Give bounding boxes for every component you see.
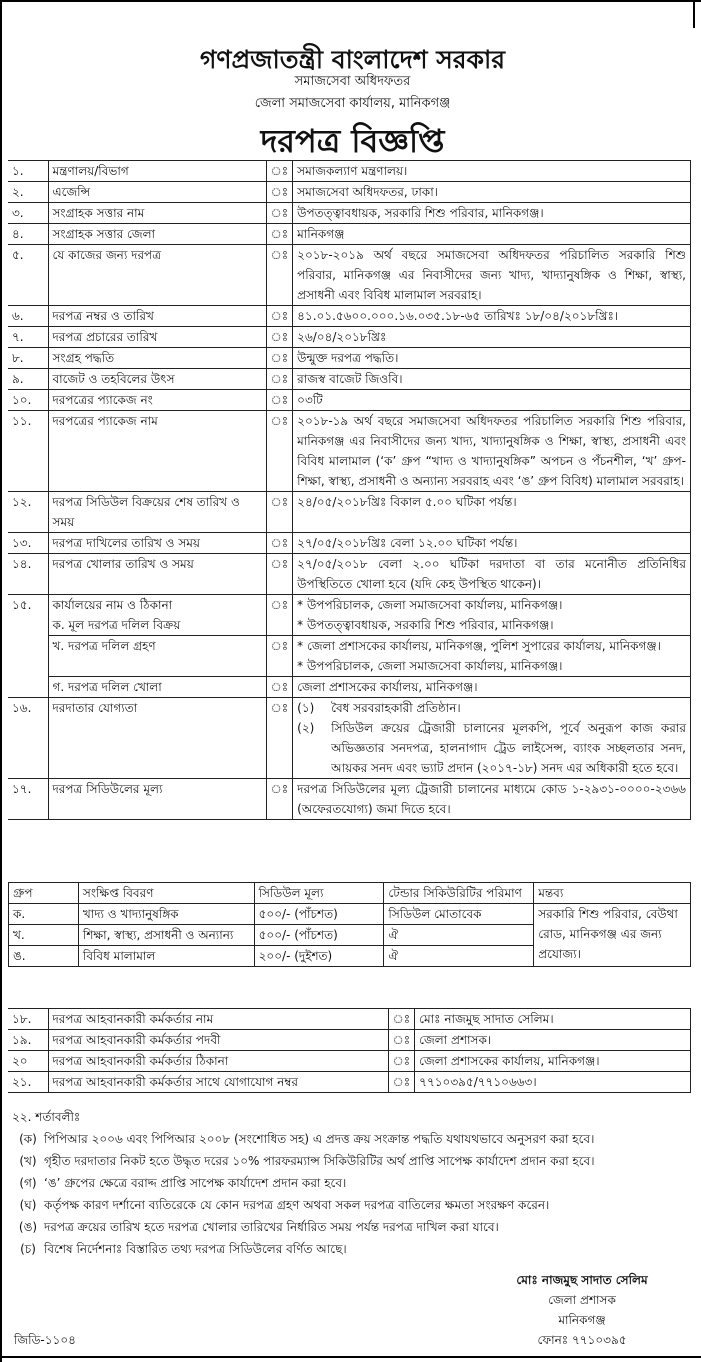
- table-row: [8, 595, 691, 636]
- term-label: (ঘ): [19, 1198, 37, 1212]
- row-label: দরপত্র নম্বর ও তারিখ: [48, 306, 266, 327]
- row-number: ৩.: [8, 203, 48, 224]
- row-label: [48, 595, 266, 636]
- row-label: দরপত্র আহবানকারী কর্মকর্তার ঠিকানা: [48, 1051, 388, 1072]
- colon-separator: ঃ: [266, 327, 293, 348]
- table-row: [8, 636, 691, 677]
- colon-separator: ঃ: [266, 698, 293, 779]
- row-label: সংগ্রহ পদ্ধতি: [48, 348, 266, 369]
- bottom-border: [2, 1356, 701, 1358]
- row-label: দরপত্র প্রচারের তারিখ: [48, 327, 266, 348]
- row-value: জেলা প্রশাসকের কার্যালয়, মানিকগঞ্জ।: [293, 677, 691, 698]
- row-number: ২০: [8, 1051, 48, 1072]
- colon-separator: ঃ: [266, 677, 293, 698]
- row-value: উন্মুক্ত দরপত্র পদ্ধতি।: [293, 348, 691, 369]
- row-label: বাজেট ও তহবিলের উৎস: [48, 369, 266, 390]
- schedule-price-cell: ২০০/- (দুইশত): [254, 946, 384, 967]
- table-row: [8, 1051, 691, 1072]
- table-row: [8, 1072, 691, 1093]
- row-number: ১৬.: [8, 698, 48, 779]
- table-row: [8, 348, 691, 369]
- row-number: ১৪.: [8, 554, 48, 595]
- signature-block: [482, 1270, 682, 1350]
- security-cell: ঐ: [384, 946, 534, 967]
- term-text: কর্তৃপক্ষ কারণ দর্শানো ব্যতিরেকে যে কোন দরপত্র গ্রহণ অথবা সকল দরপত্র বাতিলের ক্ষমতা সংরক্ষণ করেন।: [44, 1198, 550, 1212]
- row-number: ১৭.: [8, 779, 48, 820]
- signatory-designation: জেলা প্রশাসক: [548, 1293, 616, 1307]
- description-cell: শিক্ষা, স্বাস্থ্য, প্রসাধনী ও অন্যান্য: [78, 925, 254, 946]
- signatory-place: মানিকগঞ্জ: [558, 1313, 606, 1327]
- office-item: * উপপরিচালক, জেলা সমাজসেবা কার্যালয়, মানিকগঞ্জ।: [297, 598, 563, 612]
- colon-separator: ঃ: [266, 306, 293, 327]
- row-label: দরপত্র সিডিউল বিক্রয়ের শেষ তারিখ ও সময়: [48, 492, 266, 533]
- security-cell: ঐ: [384, 925, 534, 946]
- colon-separator: ঃ: [266, 533, 293, 554]
- row-label: সংগ্রাহক সত্তার নাম: [48, 203, 266, 224]
- row-value: ২৭/০৫/২০১৮খ্রিঃ বেলা ১২.০০ ঘটিকা পর্যন্ত।: [293, 533, 691, 554]
- table-row: [8, 677, 691, 698]
- row-label: দরপত্রের প্যাকেজ নং: [48, 390, 266, 411]
- tender-info-table: [8, 160, 691, 820]
- row-number: ৪.: [8, 224, 48, 245]
- row-label: সংগ্রাহক সত্তার জেলা: [48, 224, 266, 245]
- term-label: (গ): [19, 1176, 37, 1190]
- colon-separator: ঃ: [266, 182, 293, 203]
- row-number: ১৫.: [8, 595, 48, 698]
- colon-separator: ঃ: [266, 492, 293, 533]
- table-row: [8, 492, 691, 533]
- term-item: [12, 1150, 692, 1172]
- row-value: মোঃ নাজমুছ সাদাত সেলিম।: [415, 1009, 691, 1030]
- row-label: দরপত্রের প্যাকেজ নাম: [48, 411, 266, 492]
- table-row: [8, 1030, 691, 1051]
- department-name: সমাজসেবা অধিদফতর: [294, 74, 411, 89]
- table-row: [8, 369, 691, 390]
- row-value: [293, 636, 691, 677]
- term-label: (চ): [20, 1242, 36, 1256]
- row-label: দরপত্র আহবানকারী কর্মকর্তার নাম: [48, 1009, 388, 1030]
- schedule-price-cell: ৫০০/- (পাঁচশত): [254, 925, 384, 946]
- row-number: ১২.: [8, 492, 48, 533]
- term-text: দরপত্র ক্রয়ের তারিখ হতে দরপত্র খোলার তারিখের নির্ধারিত সময় পর্যন্ত দরপত্র দাখিল করা যাবে।: [44, 1220, 499, 1234]
- row-number: ৭.: [8, 327, 48, 348]
- row-value: ০৩টি: [293, 390, 691, 411]
- row-value: ২৭/০৫/২০১৮ বেলা ২.০০ ঘটিকা দরদাতা বা তার মনোনীত প্রতিনিধির উপস্থিতিতে খোলা হবে (যদি কেহ উপস্থিত থাকেন)।: [293, 554, 691, 595]
- term-label: (ক): [19, 1132, 37, 1146]
- qualification-item: [297, 698, 686, 718]
- term-text: গৃহীত দরদাতার নিকট হতে উদ্ধৃত দরের ১০% পারফরম্যান্স সিকিউরিটির অর্থ প্রাপ্তি সাপেক্ষ কার্যাদেশ প্রদান করা হবে।: [44, 1154, 595, 1168]
- government-title: গণপ্রজাতন্ত্রী বাংলাদেশ সরকার: [200, 45, 505, 74]
- office-item: * উপতত্ত্বাবধায়ক, সরকারি শিশু পরিবার, মানিকগঞ্জ।: [297, 618, 554, 632]
- colon-separator: ঃ: [266, 203, 293, 224]
- row-label: খ. দরপত্র দলিল গ্রহণ: [48, 636, 266, 677]
- row-number: ৫.: [8, 245, 48, 306]
- row-number: ১১.: [8, 411, 48, 492]
- schedule-price-table: [8, 882, 691, 967]
- term-item: [12, 1128, 692, 1150]
- row-label: দরপত্র আহবানকারী কর্মকর্তার সাথে যোগাযোগ নম্বর: [48, 1072, 388, 1093]
- table-row: [8, 182, 691, 203]
- qualification-text: বৈধ সরবরাহকারী প্রতিষ্ঠান।: [331, 701, 461, 715]
- office-item: * জেলা প্রশাসকের কার্যালয়, মানিকগঞ্জ, পুলিশ সুপারের কার্যালয়, মানিকগঞ্জ।: [297, 639, 661, 653]
- row-number: ১৩.: [8, 533, 48, 554]
- term-text: বিশেষ নির্দেশনাঃ বিস্তারিত তথ্য দরপত্র সিডিউলের বর্ণিত আছে।: [44, 1242, 347, 1256]
- row-value: সমাজকল্যাণ মন্ত্রণালয়।: [293, 161, 691, 182]
- table-row: [8, 224, 691, 245]
- colon-separator: ঃ: [388, 1051, 415, 1072]
- row-label: দরপত্র খোলার তারিখ ও সময়: [48, 554, 266, 595]
- colon-separator: ঃ: [266, 411, 293, 492]
- signatory-phone: ফোনঃ ৭৭১০৩৯৫: [537, 1333, 627, 1347]
- table-row: [8, 698, 691, 779]
- row-label: দরপত্র দাখিলের তারিখ ও সময়: [48, 533, 266, 554]
- row-number: ২১.: [8, 1072, 48, 1093]
- table-row: [8, 245, 691, 306]
- term-label: (ঙ): [18, 1220, 38, 1234]
- row-label: দরপত্র সিডিউলের মূল্য: [48, 779, 266, 820]
- colon-separator: ঃ: [266, 390, 293, 411]
- colon-separator: ঃ: [266, 224, 293, 245]
- table-row: [8, 779, 691, 820]
- term-item: [12, 1172, 692, 1194]
- term-item: [12, 1194, 692, 1216]
- column-header: গ্রুপ: [9, 883, 79, 904]
- row-number: ২.: [8, 182, 48, 203]
- row-value: মানিকগঞ্জ: [293, 224, 691, 245]
- row-label-line: ক. মূল দরপত্র দলিল বিক্রয়: [52, 618, 181, 632]
- colon-separator: ঃ: [388, 1072, 415, 1093]
- row-value: রাজস্ব বাজেট জিওবি।: [293, 369, 691, 390]
- row-label: যে কাজের জন্য দরপত্র: [48, 245, 266, 306]
- qualification-number: (২): [297, 721, 315, 735]
- colon-separator: ঃ: [388, 1030, 415, 1051]
- colon-separator: ঃ: [266, 161, 293, 182]
- row-value: ২৪/০৫/২০১৮খ্রিঃ বিকাল ৫.০০ ঘটিকা পর্যন্ত।: [293, 492, 691, 533]
- table-row: [8, 1009, 691, 1030]
- term-text: পিপিআর ২০০৬ এবং পিপিআর ২০০৮ (সংশোধিত সহ) এ প্রদত্ত ক্রয় সংক্রান্ত পদ্ধতি যথাযথভাবে অনুসরণ করা হবে।: [44, 1132, 595, 1146]
- row-value: উপতত্ত্বাবধায়ক, সরকারি শিশু পরিবার, মানিকগঞ্জ।: [293, 203, 691, 224]
- row-number: ৬.: [8, 306, 48, 327]
- row-value: [293, 698, 691, 779]
- row-number: ১৯.: [8, 1030, 48, 1051]
- table-row: [8, 203, 691, 224]
- table-row: [8, 161, 691, 182]
- terms-section: [12, 1106, 692, 1260]
- group-cell: ঙ.: [9, 946, 79, 967]
- table-row: [8, 554, 691, 595]
- term-item: [12, 1216, 692, 1238]
- qualification-number: (১): [297, 701, 315, 715]
- row-value: ৭৭১০৩৯৫/৭৭১০৬৬৩।: [415, 1072, 691, 1093]
- row-label: দরদাতার যোগ্যতা: [48, 698, 266, 779]
- qualification-text: সিডিউল ক্রয়ের ট্রেজারী চালানের মূলকপি, পূর্বে অনুরূপ কাজ করার অভিজ্ঞতার সনদপত্র, হালনাগাদ ট্রেড লাইসেন্স, ব্যাংক সচ্ছলতার সনদ, আয়কর সনদ এবং ভ্যাট প্রদান (২০১৭-১৮) সনদ এর অধিকারী হতে হবে।: [331, 721, 686, 775]
- description-cell: বিবিধ মালামাল: [78, 946, 254, 967]
- notice-title: দরপত্র বিজ্ঞপ্তি: [260, 122, 445, 160]
- term-item: [12, 1238, 692, 1260]
- row-value: ২৬/০৪/২০১৮খ্রিঃ: [293, 327, 691, 348]
- security-cell: সিডিউল মোতাবেক: [384, 904, 534, 925]
- colon-separator: ঃ: [388, 1009, 415, 1030]
- row-value: ২০১৮-২০১৯ অর্থ বছরে সমাজসেবা অধিদফতর পরিচালিত সরকারি শিশু পরিবার, মানিকগঞ্জ এর নিবাসীদের জন্য খাদ্য, খাদ্যানুষঙ্গিক ও শিক্ষা, স্বাস্থ্য, প্রসাধনী এবং বিবিধ মালামাল সরবরাহ।: [293, 245, 691, 306]
- colon-separator: ঃ: [266, 779, 293, 820]
- schedule-price-cell: ৫০০/- (পাঁচশত): [254, 904, 384, 925]
- row-label-line: কার্যালয়ের নাম ও ঠিকানা: [52, 598, 173, 612]
- office-item: * উপপরিচালক, জেলা সমাজসেবা কার্যালয়, মানিকগঞ্জ।: [297, 659, 563, 673]
- row-number: ১.: [8, 161, 48, 182]
- column-header: মন্তব্য: [534, 883, 691, 904]
- row-value: জেলা প্রশাসক।: [415, 1030, 691, 1051]
- colon-separator: ঃ: [266, 245, 293, 306]
- column-header: সংক্ষিপ্ত বিবরণ: [78, 883, 254, 904]
- colon-separator: ঃ: [266, 369, 293, 390]
- table-row: [8, 327, 691, 348]
- term-text: ‘ঙ’ গ্রুপের ক্ষেত্রে বরাদ্দ প্রাপ্তি সাপেক্ষ কার্যাদেশ প্রদান করা হবে।: [44, 1176, 347, 1190]
- row-label: মন্ত্রণালয়/বিভাগ: [48, 161, 266, 182]
- table-row: [8, 306, 691, 327]
- terms-heading: ২২. শর্তাবলীঃ: [12, 1110, 81, 1124]
- page-edge: [693, 2, 701, 28]
- row-value: [293, 595, 691, 636]
- row-value: ২০১৮-১৯ অর্থ বছরে সমাজসেবা অধিদফতর পরিচালিত সরকারি শিশু পরিবার, মানিকগঞ্জ এর নিবাসীদের জন্য খাদ্য, খাদ্যানুষঙ্গিক ও শিক্ষা, স্বাস্থ্য, প্রসাধনী এবং বিবিধ মালামাল (‘ক’ গ্রুপ “খাদ্য ও খাদ্যানুষঙ্গিক” অপচন ও পঁচনশীল, ‘খ’ গ্রুপ- শিক্ষা, স্বাস্থ্য, প্রসাধনী ও অন্যান্য সরবরাহ এবং ‘ঙ’ গ্রুপ বিবিধ) মালামাল সরবরাহ।: [293, 411, 691, 492]
- row-label: দরপত্র আহবানকারী কর্মকর্তার পদবী: [48, 1030, 388, 1051]
- row-value: জেলা প্রশাসকের কার্যালয়, মানিকগঞ্জ।: [415, 1051, 691, 1072]
- row-label: এজেন্সি: [48, 182, 266, 203]
- column-header: সিডিউল মূল্য: [254, 883, 384, 904]
- colon-separator: ঃ: [266, 348, 293, 369]
- group-cell: ক.: [9, 904, 79, 925]
- row-number: ৮.: [8, 348, 48, 369]
- price-table-header: [9, 883, 691, 904]
- officer-info-table: [8, 1008, 691, 1093]
- row-number: ১০.: [8, 390, 48, 411]
- office-name: জেলা সমাজসেবা কার্যালয়, মানিকগঞ্জ: [254, 96, 451, 111]
- colon-separator: ঃ: [266, 554, 293, 595]
- row-value: ৪১.০১.৫৬০০.০০০.১৬.০৩৫.১৮-৬৫ তারিখঃ ১৮/০৪/২০১৮খ্রিঃ।: [293, 306, 691, 327]
- colon-separator: ঃ: [266, 595, 293, 636]
- group-cell: খ.: [9, 925, 79, 946]
- colon-separator: ঃ: [266, 636, 293, 677]
- signatory-name: মোঃ নাজমুছ সাদাত সেলিম: [516, 1273, 648, 1287]
- row-value: দরপত্র সিডিউলের মূল্য ট্রেজারী চালানের মাধ্যমে কোড ১-২৯৩১-০০০০-২৩৬৬ (অফেরতযোগ্য) জমা দিতে হবে।: [293, 779, 691, 820]
- term-label: (খ): [19, 1154, 37, 1168]
- row-number: ১৮.: [8, 1009, 48, 1030]
- remark-cell: সরকারি শিশু পরিবার, বেউথা রোড, মানিকগঞ্জ এর জন্য প্রযোজ্য।: [534, 904, 691, 967]
- row-value: সমাজসেবা অধিদফতর, ঢাকা।: [293, 182, 691, 203]
- table-row: [8, 411, 691, 492]
- description-cell: খাদ্য ও খাদ্যানুষঙ্গিক: [78, 904, 254, 925]
- gd-code: জিডি-১১০৪: [14, 1333, 76, 1347]
- column-header: টেন্ডার সিকিউরিটির পরিমাণ: [384, 883, 534, 904]
- row-label: গ. দরপত্র দলিল খোলা: [48, 677, 266, 698]
- price-row: [9, 904, 691, 925]
- qualification-item: [297, 718, 686, 778]
- row-number: ৯.: [8, 369, 48, 390]
- table-row: [8, 533, 691, 554]
- table-row: [8, 390, 691, 411]
